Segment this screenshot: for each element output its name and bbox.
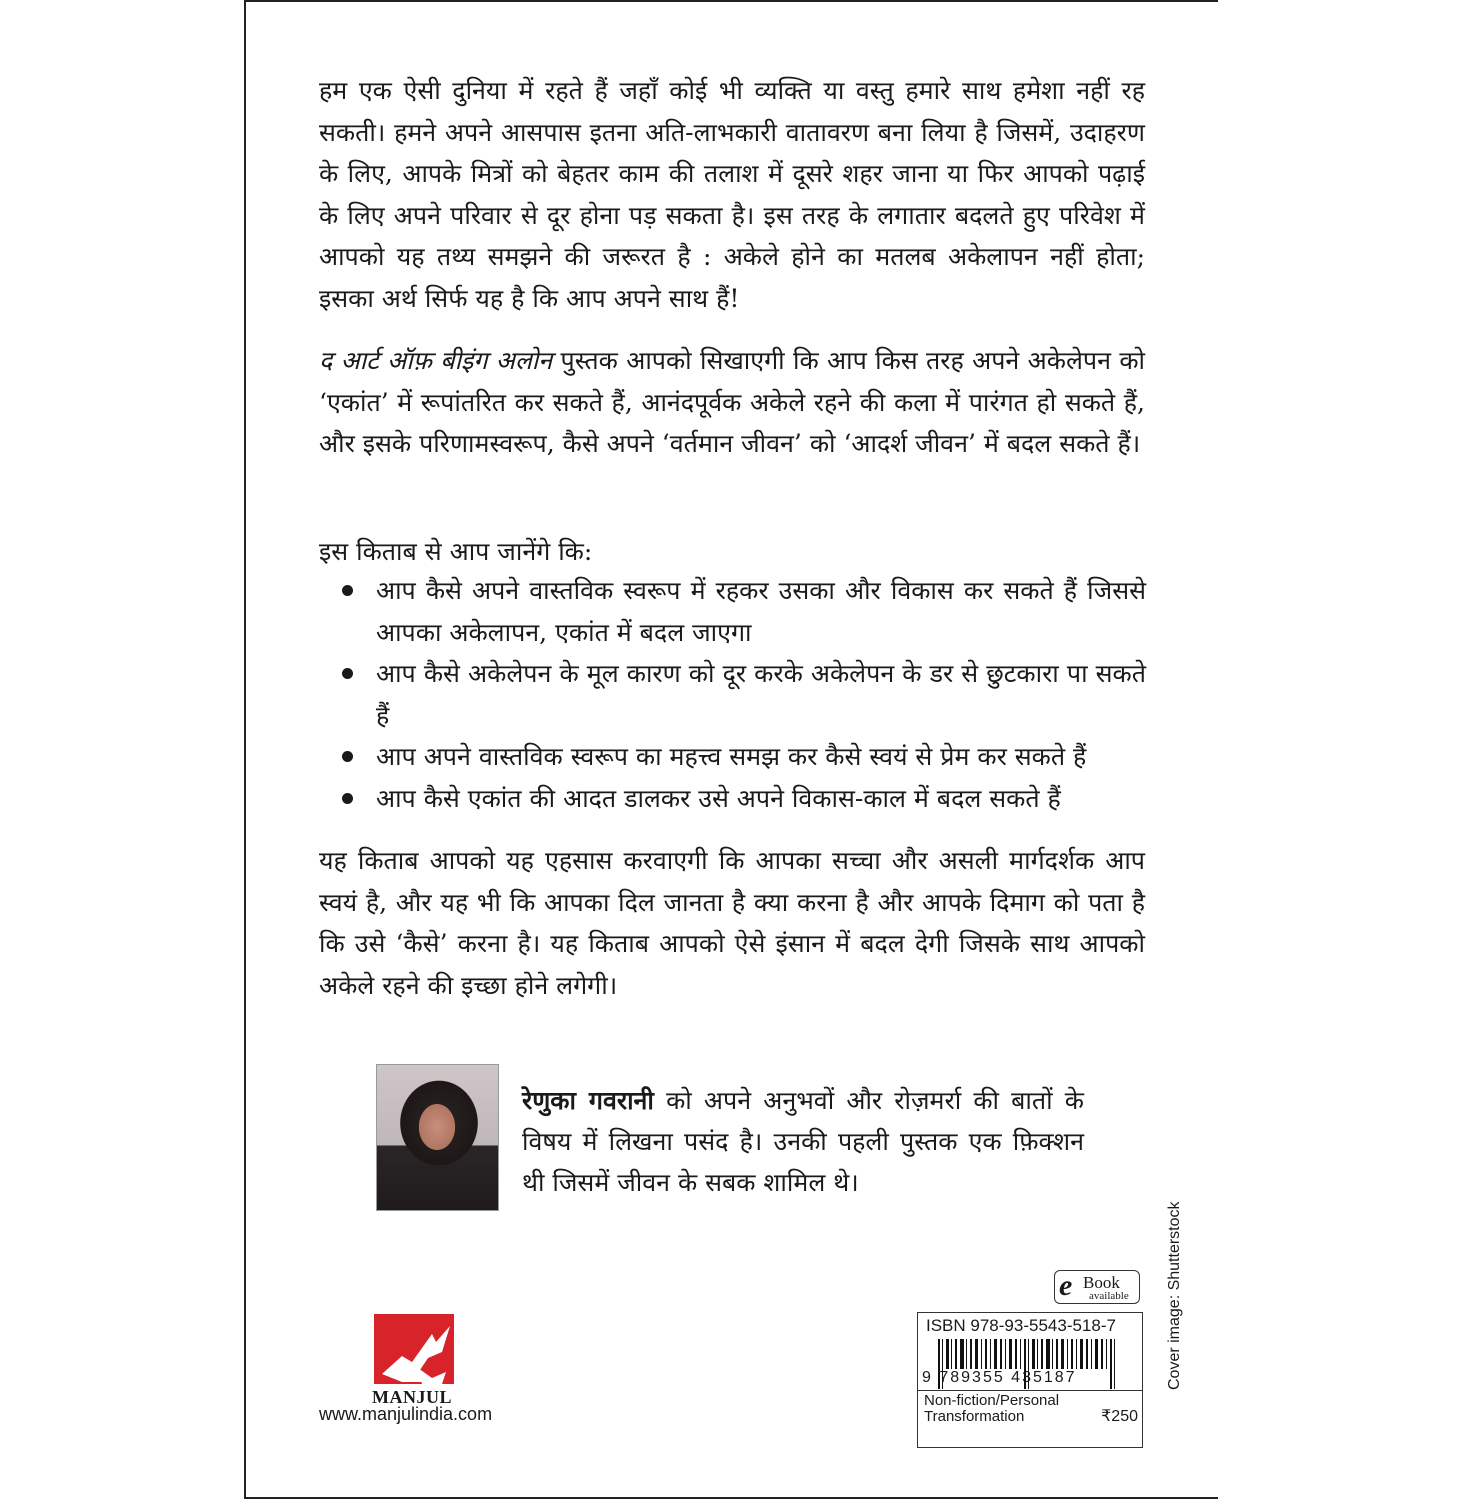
author-bio-text: को अपने अनुभवों और रोज़मर्रा की बातों के विषय में लिखना पसंद है। उनकी पहली पुस्तक एक फ़िक्शन थी जिसमें जीवन के सबक शामिल थे। xyxy=(522,1086,1084,1197)
isbn-label: ISBN 978-93-5543-518-7 xyxy=(926,1316,1116,1335)
publisher-name: MANJUL xyxy=(372,1387,452,1407)
bullet-icon xyxy=(342,585,353,596)
cover-image-credit: Cover image: Shutterstock xyxy=(1166,1201,1183,1390)
isbn-divider xyxy=(918,1390,1142,1391)
ebook-badge xyxy=(1054,1270,1140,1304)
list-item: आप कैसे एकांत की आदत डालकर उसे अपने विकास-काल में बदल सकते हैं xyxy=(340,778,1146,820)
description-paragraph-3: यह किताब आपको यह एहसास करवाएगी कि आपका सच्चा और असली मार्गदर्शक आप स्वयं है, और यह भी कि आपका दिल जानता है क्या करना है और आपके दिमाग को पता है कि उसे ‘कैसे’ करना है। यह किताब आपको ऐसे इंसान में बदल देगी जिसके साथ आपको अकेले रहने की इच्छा होने लगेगी। xyxy=(319,846,1145,1000)
bullet-icon xyxy=(342,751,353,762)
ebook-book: Book xyxy=(1083,1273,1120,1292)
list-item: आप कैसे अपने वास्तविक स्वरूप में रहकर उसका और विकास कर सकते हैं जिससे आपका अकेलापन, एकांत में बदल जाएगा xyxy=(340,570,1146,653)
publisher-website[interactable]: www.manjulindia.com xyxy=(319,1404,493,1424)
bullet-icon xyxy=(342,668,353,679)
author-bio xyxy=(522,1080,1084,1203)
bullet-icon xyxy=(342,793,353,804)
ebook-available: available xyxy=(1089,1290,1129,1302)
list-item: आप कैसे अकेलेपन के मूल कारण को दूर करके अकेलेपन के डर से छुटकारा पा सकते हैं xyxy=(340,653,1146,736)
book-category: Non-fiction/Personal Transformation xyxy=(924,1392,1060,1425)
isbn-box xyxy=(917,1312,1143,1448)
paragraph-2-text: पुस्तक आपको सिखाएगी कि आप किस तरह अपने अकेलेपन को ‘एकांत’ में रूपांतरित कर सकते हैं, आनंदपूर्वक अकेले रहने की कला में पारंगत हो सकते हैं, और इसके परिणामस्वरूप, कैसे अपने ‘वर्तमान जीवन’ को ‘आदर्श जीवन’ में बदल सकते हैं। xyxy=(319,346,1145,458)
benefits-list xyxy=(340,570,1146,819)
author-photo xyxy=(376,1064,499,1211)
ebook-e: e xyxy=(1059,1269,1073,1302)
list-item: आप अपने वास्तविक स्वरूप का महत्त्व समझ कर कैसे स्वयं से प्रेम कर सकते हैं xyxy=(340,736,1146,778)
book-price: ₹250 xyxy=(1101,1408,1138,1425)
book-title: द आर्ट ऑफ़ बीइंग अलोन xyxy=(319,346,553,375)
isbn-digits: 9 789355 435187 xyxy=(922,1369,1077,1386)
list-intro: इस किताब से आप जानेंगे कि: xyxy=(319,537,593,566)
author-name: रेणुका गवरानी xyxy=(522,1086,654,1115)
publisher-logo xyxy=(372,1312,456,1386)
description-paragraph-1: हम एक ऐसी दुनिया में रहते हैं जहाँ कोई भी व्यक्ति या वस्तु हमारे साथ हमेशा नहीं रह सकती। हमने अपने आसपास इतना अति-लाभकारी वातावरण बना लिया है जिसमें, उदाहरण के लिए, आपके मित्रों को बेहतर काम की तलाश में दूसरे शहर जाना या फिर आपको पढ़ाई के लिए अपने परिवार से दूर होना पड़ सकता है। इस तरह के लगातार बदलते हुए परिवेश में आपको यह तथ्य समझने की जरूरत है : अकेले होने का मतलब अकेलापन नहीं होता; इसका अर्थ सिर्फ यह है कि आप अपने साथ हैं! xyxy=(319,76,1145,313)
description-paragraph-2 xyxy=(319,340,1145,465)
